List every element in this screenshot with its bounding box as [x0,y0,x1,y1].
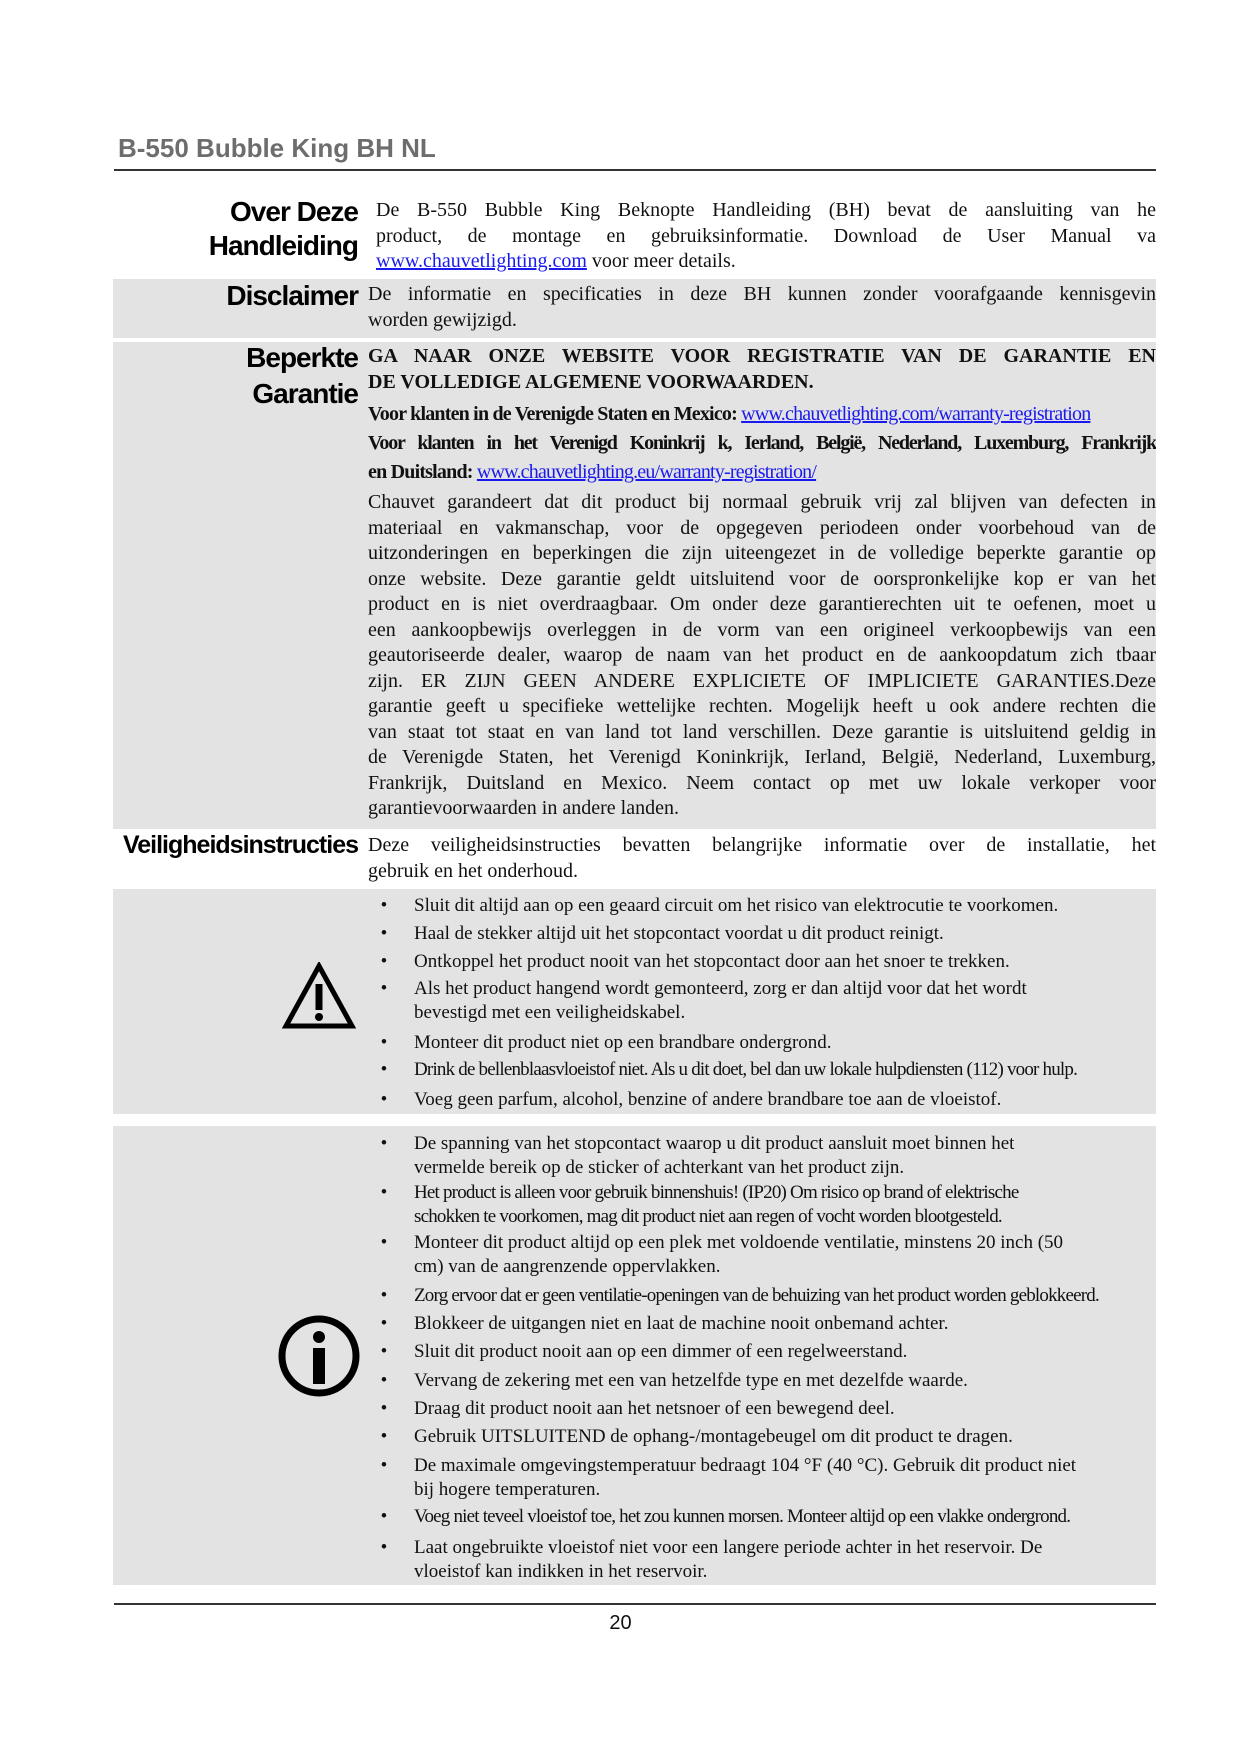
link-suffix: voor meer details. [586,250,736,272]
text-line: geautoriseerde dealer, waarop de naam van het product en de aankoopdatum zich tbaar [368,644,1156,666]
text-line: schokken te voorkomen, mag dit product niet aan regen of vocht worden blootgesteld. [414,1205,1002,1227]
list-item-text [414,977,1027,1024]
eu-registration-line [368,458,1156,487]
text-line: Zorg ervoor dat er geen ventilatie-openingen van de behuizing van het product worden geblokkeerd. [414,1285,1099,1306]
text-line: de Verenigde Staten, het Verenigd Koninkrijk, Ierland, België, Nederland, Luxemburg, [368,746,1156,768]
text-line: een aankoopbewijs overleggen in de vorm van een origineel verkoopbewijs van een [368,618,1156,641]
bullet-icon: • [380,1537,388,1558]
document-title: B-550 Bubble King BH NL [118,133,436,163]
bullet-icon: • [380,1133,388,1154]
list-item-text [414,922,944,946]
bullet-icon: • [380,1313,388,1334]
text-line: Vervang de zekering met een van hetzelfde type en met dezelfde waarde. [414,1370,968,1391]
eu-label: Voor klanten in het Verenigd Koninkrij k, Ierland, België, Nederland, Luxemburg, Frankrijk [368,432,1156,454]
text-line: Blokkeer de uitgangen niet en laat de machine nooit onbemand achter. [414,1313,949,1334]
text-line: Als het product hangend wordt gemonteerd, zorg er dan altijd voor dat het wordt [414,978,1027,999]
text-line: Voeg niet teveel vloeistof toe, het zou kunnen morsen. Monteer altijd op een vlakke ondergrond. [414,1506,1071,1527]
text-line: DE VOLLEDIGE ALGEMENE VOORWAARDEN. [368,370,814,393]
page-number: 20 [609,1612,632,1634]
section-label-safety: Veiligheidsinstructies [122,831,358,859]
eu-label-2: en Duitsland: [368,461,477,483]
list-item-text [414,1340,907,1364]
text-line: Monteer dit product altijd op een plek met voldoende ventilatie, minstens 20 inch (50 [414,1232,1064,1253]
text-line: zijn. ER ZIJN GEEN ANDERE EXPLICIETE OF IMPLICIETE GARANTIES.Deze [368,669,1156,692]
text-line: Ontkoppel het product nooit van het stopcontact door aan het snoer te trekken. [414,951,1010,972]
text-line: uitzonderingen en beperkingen die zijn uiteengezet in de volledige beperkte garantie op [368,542,1156,564]
list-item-text [414,1031,832,1055]
bullet-icon: • [380,1089,388,1110]
list-item-text [414,1536,1042,1583]
warranty-heading [368,344,1156,395]
text-line: Voeg geen parfum, alcohol, benzine of andere brandbare toe aan de vloeistof. [414,1089,1002,1110]
text-line: Het product is alleen voor gebruik binnenshuis! (IP20) Om risico op brand of elektrische [414,1182,1019,1203]
warranty-paragraph [368,490,1156,822]
disclaimer-paragraph [368,282,1156,333]
text-line: product, de montage en gebruiksinformatie. Download de User Manual va [376,224,1156,247]
text-line: materiaal en vakmanschap, voor de opgegeven periodeen onder voorbehoud van de [368,516,1156,539]
text-line: bij hogere temperaturen. [414,1478,601,1500]
text-line: Sluit dit product nooit aan op een dimmer of een regelweerstand. [414,1341,908,1362]
text-line: worden gewijzigd. [368,308,517,331]
text-line: onze website. Deze garantie geldt uitsluitend voor de oorspronkelijke kop er van het [368,567,1156,590]
text-line: GA NAAR ONZE WEBSITE VOOR REGISTRATIE VAN DE GARANTIE EN [368,345,1156,367]
list-item-text [414,1181,1018,1228]
text-line: cm) van de aangrenzende oppervlakken. [414,1255,721,1277]
text-line: Laat ongebruikte vloeistof niet voor een langere periode achter in het reservoir. De [414,1537,1043,1558]
text-line: Gebruik UITSLUITEND de ophang-/montagebeugel om dit product te dragen. [414,1426,1013,1447]
text-line: bevestigd met een veiligheidskabel. [414,1001,686,1023]
section-label-warranty [246,340,358,412]
bullet-icon: • [380,1182,388,1203]
text-line: Draag dit product nooit aan het netsnoer of een bewegend deel. [414,1398,895,1419]
bullet-icon: • [380,1059,388,1080]
text-line: garantievoorwaarden in andere landen. [368,797,679,819]
bullet-icon: • [380,1285,388,1306]
list-item-text [414,1312,948,1336]
us-registration-line [368,400,1156,429]
bullet-icon: • [380,1370,388,1391]
bullet-icon: • [380,978,388,999]
list-item-text [414,1505,1070,1529]
list-item-text [414,1454,1076,1501]
list-item-text [414,1369,968,1393]
bullet-icon: • [380,923,388,944]
list-item-text [414,1088,1001,1112]
safety-intro [368,833,1156,884]
section-label-disclaimer: Disclaimer [226,280,358,311]
header-divider [114,169,1156,171]
list-item-text [414,950,1010,974]
list-item-text [414,1397,895,1421]
list-item-text [414,1284,1099,1308]
warranty-links [368,400,1156,487]
text-line: Drink de bellenblaasvloeistof niet. Als u dit doet, bel dan uw lokale hulpdiensten (112) voor hulp. [414,1059,1078,1080]
text-line: van staat tot staat en van land tot land verschillen. Deze garantie is uitsluitend geldig in [368,720,1156,743]
text-line: Sluit dit altijd aan op een geaard circuit om het risico van elektrocutie te voorkomen. [414,895,1059,916]
text-line: De spanning van het stopcontact waarop u dit product aansluit moet binnen het [414,1133,1015,1154]
text-line: gebruik en het onderhoud. [368,859,578,882]
list-item-text [414,1058,1077,1082]
text-line: Frankrijk, Duitsland en Mexico. Neem contact op met uw lokale verkoper voor [368,771,1156,794]
label-line: Garantie [252,378,358,409]
text-line: Haal de stekker altijd uit het stopcontact voordat u dit product reinigt. [414,923,944,944]
footer-divider [114,1603,1156,1605]
chauvet-website-link[interactable]: www.chauvetlighting.com [376,250,587,272]
us-label: Voor klanten in de Verenigde Staten en Mexico: [368,403,742,425]
text-line: Monteer dit product niet op een brandbare ondergrond. [414,1032,832,1053]
bullet-icon: • [380,1455,388,1476]
text-line: vermelde bereik op de sticker of achterkant van het product zijn. [414,1156,905,1178]
label-line: Handleiding [208,230,358,261]
text-line: De informatie en specificaties in deze BH kunnen zonder voorafgaande kennisgevin [368,283,1156,305]
label-line: Over Deze [230,196,358,227]
label-line: Beperkte [246,342,358,373]
bullet-icon: • [380,951,388,972]
text-line: product en is niet overdraagbaar. Om onder deze garantierechten uit te oefenen, moet u [368,593,1156,615]
bullet-icon: • [380,1398,388,1419]
text-line: garantie geeft u specifieke wettelijke rechten. Mogelijk heeft u ook andere rechten die [368,695,1156,717]
text-line: vloeistof kan indikken in het reservoir. [414,1560,708,1582]
info-circle-icon [277,1314,361,1398]
bullet-icon: • [380,1232,388,1253]
eu-warranty-link[interactable]: www.chauvetlighting.eu/warranty-registration/ [476,461,817,483]
warning-triangle-icon [282,962,356,1030]
list-item-text [414,1231,1063,1278]
text-line [376,249,1156,275]
list-item-text [414,1425,1013,1449]
over-paragraph [376,198,1156,275]
list-item-text [414,1132,1014,1179]
bullet-icon: • [380,1506,388,1527]
list-item-text [414,894,1058,918]
text-line: Deze veiligheidsinstructies bevatten belangrijke informatie over de installatie, het [368,834,1156,856]
text-line: De maximale omgevingstemperatuur bedraagt 104 °F (40 °C). Gebruik dit product niet [414,1455,1077,1476]
text-line: Chauvet garandeert dat dit product bij normaal gebruik vrij zal blijven van defecten in [368,491,1156,513]
us-warranty-link[interactable]: www.chauvetlighting.com/warranty-registration [741,403,1091,425]
section-label-over [209,195,358,263]
bullet-icon: • [380,895,388,916]
text-line: De B-550 Bubble King Beknopte Handleiding (BH) bevat de aansluiting van he [376,199,1156,221]
bullet-icon: • [380,1426,388,1447]
bullet-icon: • [380,1341,388,1362]
bullet-icon: • [380,1032,388,1053]
